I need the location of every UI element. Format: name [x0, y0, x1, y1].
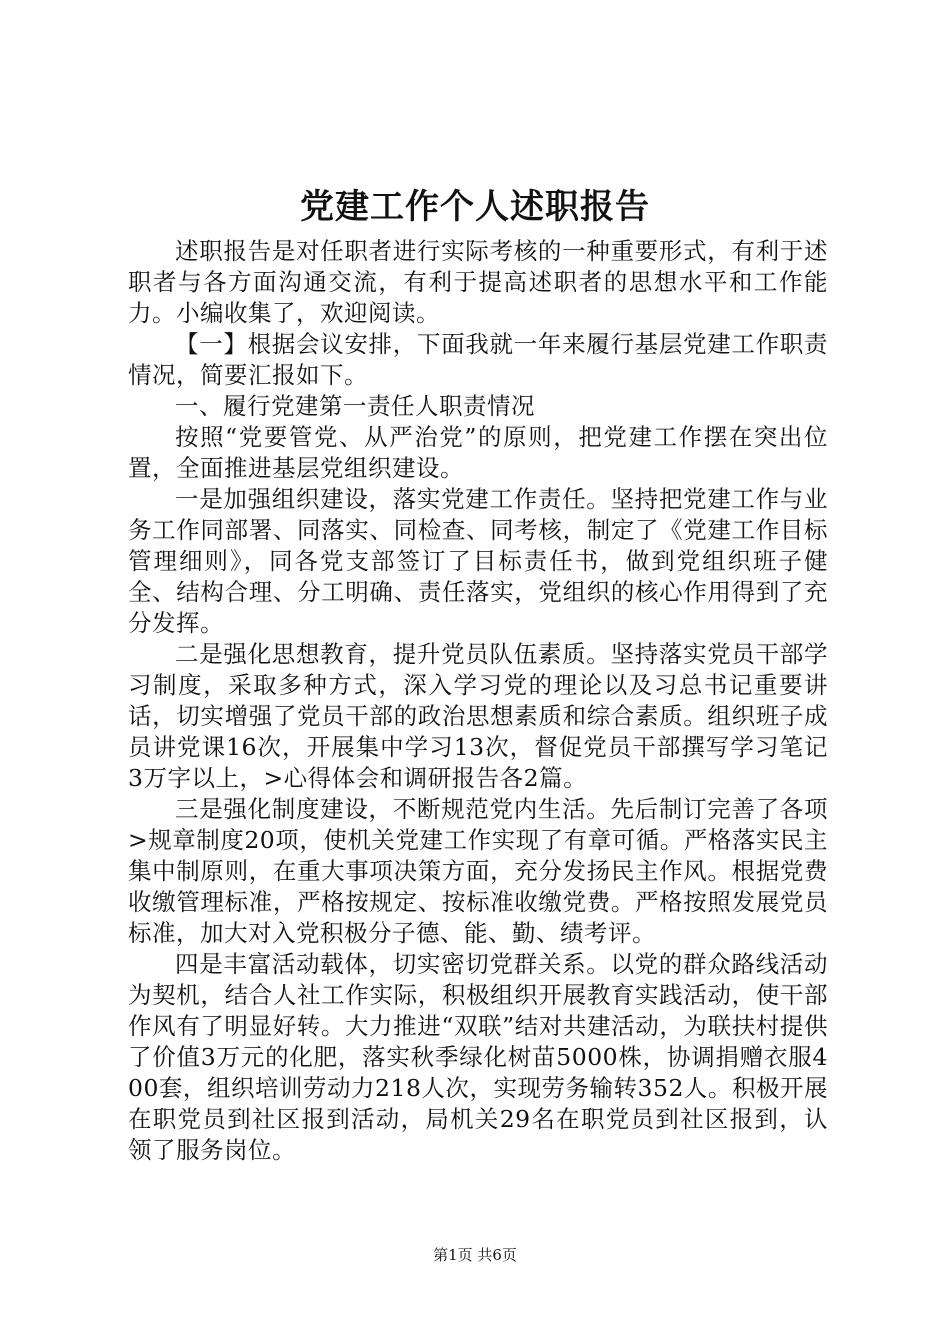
paragraph-organization: 一是加强组织建设，落实党建工作责任。坚持把党建工作与业务工作同部署、同落实、同检查、同考核，制定了《党建工作目标管理细则》，同各党支部签订了目标责任书，做到党组织班子健全、结构合理、分工明确、责任落实，党组织的核心作用得到了充分发挥。 [128, 485, 828, 637]
paragraph-intro: 述职报告是对任职者进行实际考核的一种重要形式，有利于述职者与各方面沟通交流，有利于提高述职者的思想水平和工作能力。小编收集了，欢迎阅读。 [128, 237, 828, 327]
paragraph-system: 三是强化制度建设，不断规范党内生活。先后制订完善了各项>规章制度20项，使机关党建工作实现了有章可循。严格落实民主集中制原则，在重大事项决策方面，充分发扬民主作风。根据党费收缴管理标准，严格按规定、按标准收缴党费。严格按照发展党员标准，加大对入党积极分子德、能、勤、绩考评。 [128, 795, 828, 947]
paragraph-principle: 按照“党要管党、从严治党”的原则，把党建工作摆在突出位置，全面推进基层党组织建设。 [128, 423, 828, 482]
paragraph-activities: 四是丰富活动载体，切实密切党群关系。以党的群众路线活动为契机，结合人社工作实际，积极组织开展教育实践活动，使干部作风有了明显好转。大力推进“双联”结对共建活动，为联扶村提供了价值3万元的化肥，落实秋季绿化树苗5000株，协调捐赠衣服400套，组织培训劳动力218人次，实现劳务输转352人。积极开展在职党员到社区报到活动，局机关29名在职党员到社区报到，认领了服务岗位。 [128, 950, 828, 1164]
paragraph-education: 二是强化思想教育，提升党员队伍素质。坚持落实党员干部学习制度，采取多种方式，深入学习党的理论以及习总书记重要讲话，切实增强了党员干部的政治思想素质和综合素质。组织班子成员讲党课16次，开展集中学习13次，督促党员干部撰写学习笔记3万字以上，>心得体会和调研报告各2篇。 [128, 640, 828, 792]
paragraph-heading-duty: 一、履行党建第一责任人职责情况 [175, 392, 535, 420]
document-body [128, 236, 828, 1166]
page-footer: 第1页 共6页 [433, 1246, 517, 1264]
document-title: 党建工作个人述职报告 [300, 187, 650, 227]
paragraph-section-one: 【一】根据会议安排，下面我就一年来履行基层党建工作职责情况，简要汇报如下。 [128, 330, 828, 389]
